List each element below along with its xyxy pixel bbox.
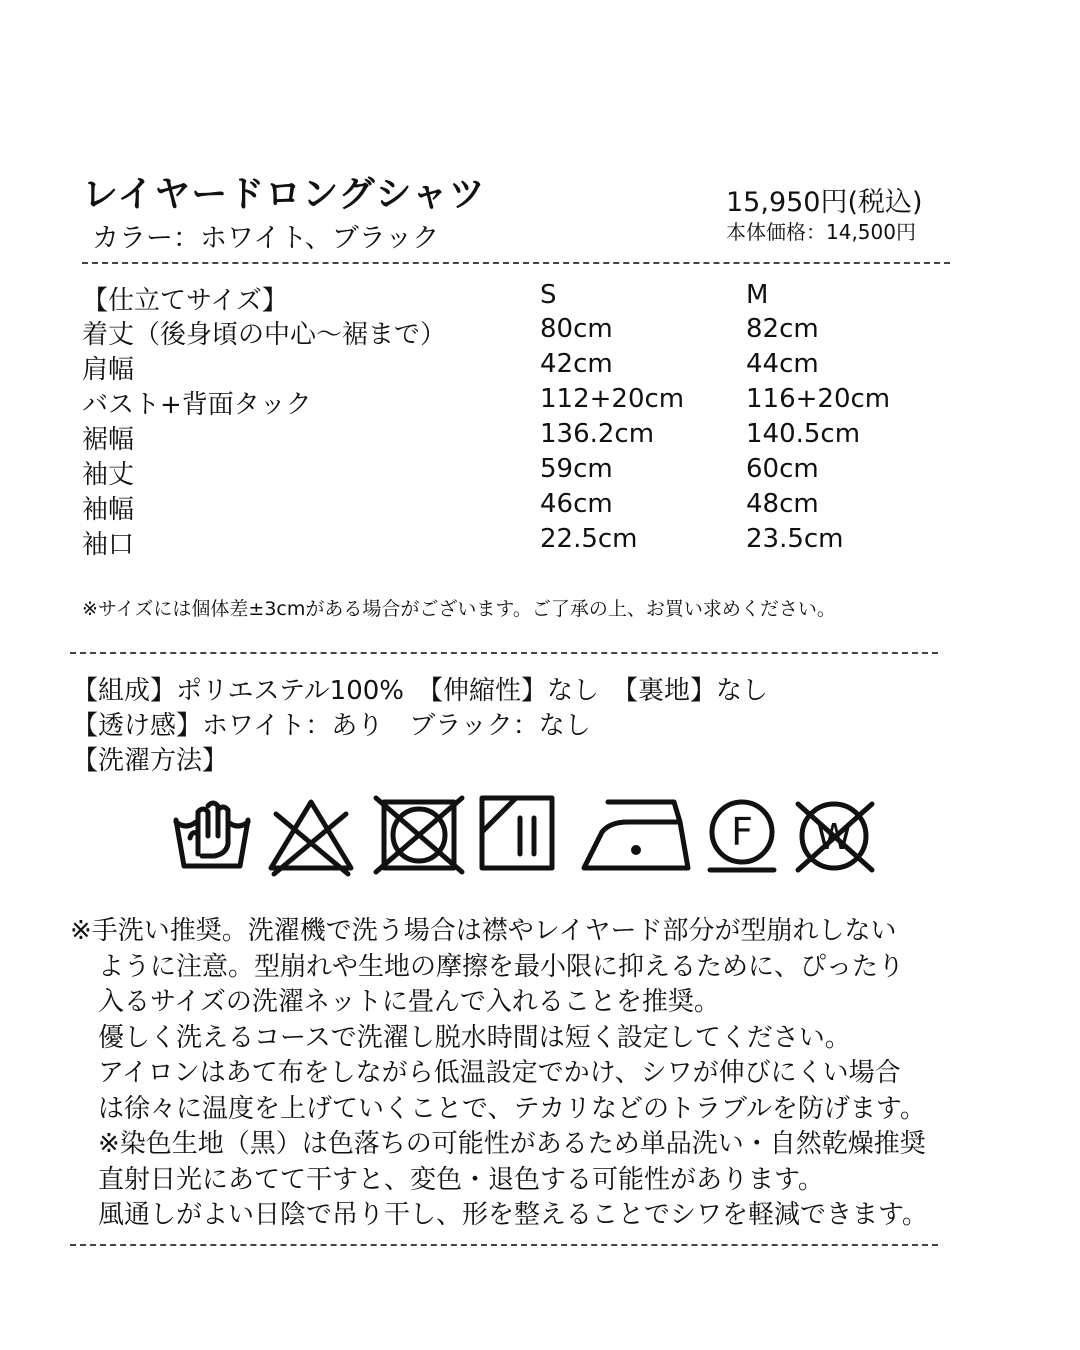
size-header-s: S (540, 280, 557, 310)
row-label-hem: 裾幅 (82, 425, 135, 455)
row-sleeve-length-s: 59cm (540, 454, 613, 484)
row-sleeve-width-s: 46cm (540, 489, 613, 519)
iron-low-temperature-icon (584, 802, 688, 868)
row-cuff-s: 22.5cm (540, 524, 638, 554)
care-note-line: 直射日光にあてて干すと、変色・退色する可能性があります。 (98, 1164, 824, 1195)
care-note-line: ※染色生地（黒）は色落ちの可能性があるため単品洗い・自然乾燥推奨 (98, 1129, 926, 1159)
drip-dry-shade-icon (482, 798, 552, 868)
row-cuff-m: 23.5cm (746, 524, 844, 554)
spec-transparency: 【透け感】ホワイト：あり ブラック：なし (72, 711, 591, 741)
row-label-length: 着丈（後身頃の中心～裾まで） (82, 320, 447, 350)
wet-clean-letter: W (816, 817, 852, 858)
do-not-wet-clean-icon (798, 804, 872, 870)
do-not-bleach-icon (271, 802, 351, 874)
care-note-line: は徐々に温度を上げていくことで、テカリなどのトラブルを防げます。 (98, 1093, 926, 1124)
care-icons (168, 792, 888, 880)
hand-wash-icon (176, 803, 248, 866)
dry-clean-f-icon (710, 802, 774, 870)
row-shoulder-m: 44cm (746, 349, 819, 379)
do-not-tumble-dry-icon (376, 798, 462, 872)
row-label-bust: バスト+背面タック (82, 390, 312, 420)
care-note-line: ※手洗い推奨。洗濯機で洗う場合は襟やレイヤード部分が型崩れしない (70, 916, 897, 946)
care-note-line: アイロンはあて布をしながら低温設定でかけ、シワが伸びにくい場合 (98, 1058, 901, 1088)
iron-dot (631, 845, 641, 855)
spec-composition: 【組成】ポリエステル100% 【伸縮性】なし 【裏地】なし (72, 676, 768, 706)
product-title: レイヤードロングシャツ (82, 174, 486, 215)
row-bust-m: 116+20cm (746, 384, 891, 414)
care-note-line: ように注意。型崩れや生地の摩擦を最小限に抑えるために、ぴったり (98, 951, 905, 982)
row-length-m: 82cm (746, 314, 819, 344)
size-note: ※サイズには個体差±3cmがある場合がございます。ご了承の上、お買い求めください。 (82, 598, 836, 620)
row-label-sleeve-width: 袖幅 (82, 495, 135, 525)
row-length-s: 80cm (540, 314, 613, 344)
spec-washing-label: 【洗濯方法】 (72, 746, 229, 776)
row-sleeve-length-m: 60cm (746, 454, 819, 484)
row-label-cuff: 袖口 (82, 530, 135, 560)
divider-bottom (70, 1244, 938, 1246)
divider-middle (70, 652, 938, 654)
row-label-shoulder: 肩幅 (82, 355, 135, 385)
row-bust-s: 112+20cm (540, 384, 685, 414)
size-table-header-label: 【仕立てサイズ】 (82, 286, 288, 316)
care-notes (70, 914, 928, 1234)
color-options: カラー：ホワイト、ブラック (92, 223, 440, 254)
row-hem-s: 136.2cm (540, 419, 655, 449)
care-note-line: 優しく洗えるコースで洗濯し脱水時間は短く設定してください。 (98, 1022, 851, 1053)
divider-top (82, 262, 950, 264)
price-tax-included: 15,950円(税込) (726, 187, 923, 218)
dry-clean-letter: F (731, 810, 753, 854)
row-sleeve-width-m: 48cm (746, 489, 819, 519)
size-header-m: M (746, 280, 769, 310)
row-shoulder-s: 42cm (540, 349, 613, 379)
care-note-line: 入るサイズの洗濯ネットに畳んで入れることを推奨。 (98, 987, 720, 1017)
base-price: 本体価格：14,500円 (726, 220, 916, 244)
care-note-line: 風通しがよい日陰で吊り干し、形を整えることでシワを軽減できます。 (98, 1200, 928, 1230)
row-hem-m: 140.5cm (746, 419, 861, 449)
row-label-sleeve-length: 袖丈 (82, 460, 135, 490)
